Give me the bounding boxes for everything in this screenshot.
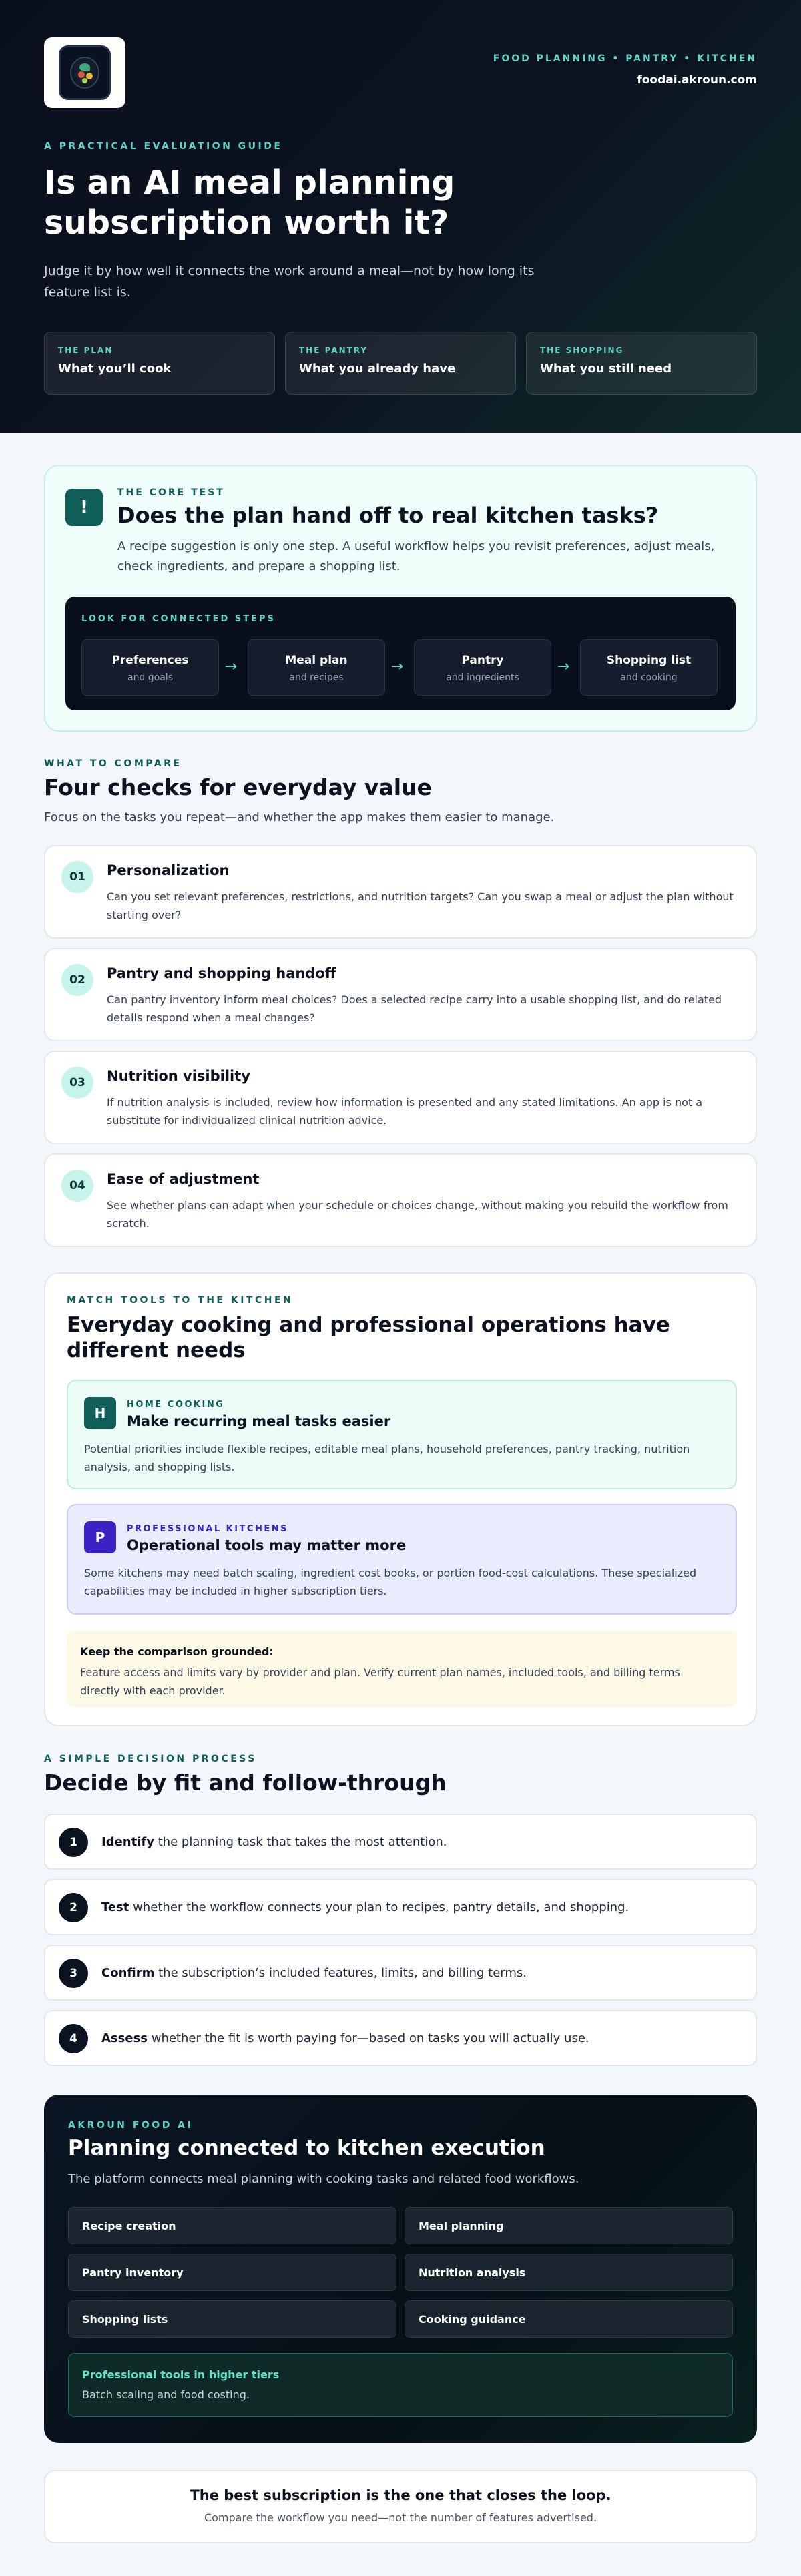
step-sub: and recipes (289, 672, 344, 683)
feature-pantry-inventory: Pantry inventory (68, 2254, 396, 2291)
check-text: Can pantry inventory inform meal choices? Does a selected recipe carry into a usable shopping list, and do related details respond when a meal changes? (107, 993, 722, 1024)
hero-card-label: What you already have (299, 362, 456, 376)
logo-icon (59, 45, 111, 100)
match-eyebrow: MATCH TOOLS TO THE KITCHEN (67, 1295, 294, 1306)
check-card-personalization (44, 845, 757, 939)
step-pantry (414, 639, 551, 696)
check-card-adjustment (44, 1153, 757, 1247)
hero-card-kicker: THE SHOPPING (540, 346, 624, 355)
feature-cooking-guidance: Cooking guidance (405, 2300, 733, 2338)
check-number: 02 (61, 964, 93, 996)
akroun-subtitle: The platform connects meal planning with cooking tasks and related food workflows. (68, 2172, 579, 2186)
professional-kitchens-card (67, 1504, 737, 1615)
step-text: Confirm the subscription’s included features, limits, and billing terms. (101, 1966, 527, 1980)
plate-icon (70, 57, 99, 89)
hero-card-label: What you’ll cook (58, 362, 172, 376)
comparison-note (67, 1631, 737, 1707)
feature-meal-planning: Meal planning (405, 2207, 733, 2244)
check-title: Personalization (107, 862, 230, 878)
tool-kicker: PROFESSIONAL KITCHENS (127, 1524, 288, 1534)
pro-title: Professional tools in higher tiers (82, 2368, 280, 2381)
professional-icon: P (84, 1521, 116, 1553)
note-text: Feature access and limits vary by provider and plan. Verify current plan names, included tools, and billing terms directly with each provider. (80, 1666, 680, 1697)
step-sub: and cooking (620, 672, 678, 683)
core-eyebrow: THE CORE TEST (117, 487, 225, 498)
step-number: 1 (59, 1828, 88, 1857)
tool-title: Operational tools may matter more (127, 1537, 407, 1553)
step-preferences (81, 639, 219, 696)
step-title: Pantry (461, 654, 504, 667)
check-title: Ease of adjustment (107, 1171, 260, 1187)
check-card-pantry (44, 948, 757, 1041)
pro-text: Batch scaling and food costing. (82, 2388, 250, 2401)
compare-title: Four checks for everyday value (44, 774, 432, 800)
tool-kicker: HOME COOKING (127, 1400, 225, 1410)
hero-card-plan (44, 332, 275, 395)
check-text: If nutrition analysis is included, review how information is presented and any stated limitations. An app is not a substitute for individualized clinical nutrition advice. (107, 1096, 703, 1127)
hero-card-kicker: THE PANTRY (299, 346, 368, 355)
step-number: 3 (59, 1959, 88, 1988)
note-title: Keep the comparison grounded: (80, 1645, 274, 1658)
compare-subtitle: Focus on the tasks you repeat—and whether the app makes them easier to manage. (44, 810, 555, 824)
feature-nutrition-analysis: Nutrition analysis (405, 2254, 733, 2291)
step-text: Assess whether the fit is worth paying for—based on tasks you will actually use. (101, 2031, 589, 2045)
check-number: 04 (61, 1170, 93, 1202)
tool-title: Make recurring meal tasks easier (127, 1413, 391, 1429)
hero-card-kicker: THE PLAN (58, 346, 113, 355)
check-number: 01 (61, 861, 93, 893)
match-title: Everyday cooking and professional operations have different needs (67, 1313, 670, 1362)
step-sub: and ingredients (446, 672, 519, 683)
hero-card-label: What you still need (540, 362, 672, 376)
tool-text: Potential priorities include flexible recipes, editable meal plans, household preferences, pantry tracking, nutrition analysis, and shopping lists. (84, 1443, 690, 1473)
hero-header (0, 0, 801, 433)
decision-step-confirm (44, 1945, 757, 2001)
home-icon: H (84, 1397, 116, 1429)
home-cooking-card (67, 1380, 737, 1489)
check-text: See whether plans can adapt when your schedule or choices change, without making you rebuild the workflow from scratch. (107, 1199, 728, 1230)
step-number: 2 (59, 1893, 88, 1922)
check-number: 03 (61, 1067, 93, 1099)
hero-subtitle: Judge it by how well it connects the work around a meal—not by how long its feature list is. (44, 264, 535, 300)
arrow-right-icon: → (390, 658, 404, 675)
closing-card (44, 2470, 757, 2543)
arrow-right-icon: → (557, 658, 570, 675)
exclamation-icon: ! (65, 489, 103, 526)
tool-text: Some kitchens may need batch scaling, ingredient cost books, or portion food-cost calculations. These specialized capabilities may be included in higher subscription tiers. (84, 1567, 697, 1597)
akroun-title: Planning connected to kitchen execution (68, 2136, 545, 2160)
check-title: Pantry and shopping handoff (107, 965, 336, 981)
step-text: Test whether the workflow connects your plan to recipes, pantry details, and shopping. (101, 1900, 629, 1914)
steps-label: LOOK FOR CONNECTED STEPS (81, 614, 276, 624)
page-title: Is an AI meal planning subscription worth it? (44, 164, 455, 242)
step-title: Meal plan (285, 654, 348, 667)
closing-title: The best subscription is the one that closes the loop. (190, 2487, 611, 2503)
decision-step-test (44, 1879, 757, 1935)
hero-tags: FOOD PLANNING • PANTRY • KITCHEN (493, 53, 757, 64)
arrow-right-icon: → (224, 658, 238, 675)
check-title: Nutrition visibility (107, 1068, 250, 1084)
step-number: 4 (59, 2024, 88, 2053)
step-title: Preferences (111, 654, 189, 667)
step-text: Identify the planning task that takes the most attention. (101, 1835, 447, 1849)
site-domain-link[interactable]: foodai.akroun.com (637, 73, 757, 87)
step-title: Shopping list (606, 654, 692, 667)
brand-logo[interactable] (44, 37, 125, 108)
core-description: A recipe suggestion is only one step. A useful workflow helps you revisit preferences, adjust meals, check ingredients, and prepare a shopping list. (117, 539, 715, 573)
professional-tools-callout (68, 2353, 733, 2417)
akroun-panel (44, 2095, 757, 2443)
step-meal-plan (248, 639, 385, 696)
hero-card-pantry (285, 332, 516, 395)
decision-step-assess (44, 2010, 757, 2066)
core-test-card (44, 465, 757, 732)
decision-eyebrow: A SIMPLE DECISION PROCESS (44, 1754, 257, 1764)
decision-title: Decide by fit and follow-through (44, 1770, 447, 1796)
check-text: Can you set relevant preferences, restrictions, and nutrition targets? Can you swap a meal or adjust the plan without starting over? (107, 890, 734, 921)
closing-text: Compare the workflow you need—not the number of features advertised. (204, 2511, 597, 2524)
feature-shopping-lists: Shopping lists (68, 2300, 396, 2338)
step-shopping-list (580, 639, 718, 696)
decision-step-identify (44, 1814, 757, 1870)
feature-recipe-creation: Recipe creation (68, 2207, 396, 2244)
step-sub: and goals (127, 672, 173, 683)
hero-card-shopping (526, 332, 757, 395)
match-tools-card (44, 1272, 757, 1726)
connected-steps-panel (65, 597, 736, 710)
core-title: Does the plan hand off to real kitchen tasks? (117, 503, 659, 528)
hero-eyebrow: A PRACTICAL EVALUATION GUIDE (44, 141, 283, 152)
akroun-eyebrow: AKROUN FOOD AI (68, 2120, 194, 2131)
compare-eyebrow: WHAT TO COMPARE (44, 758, 182, 769)
check-card-nutrition (44, 1051, 757, 1144)
